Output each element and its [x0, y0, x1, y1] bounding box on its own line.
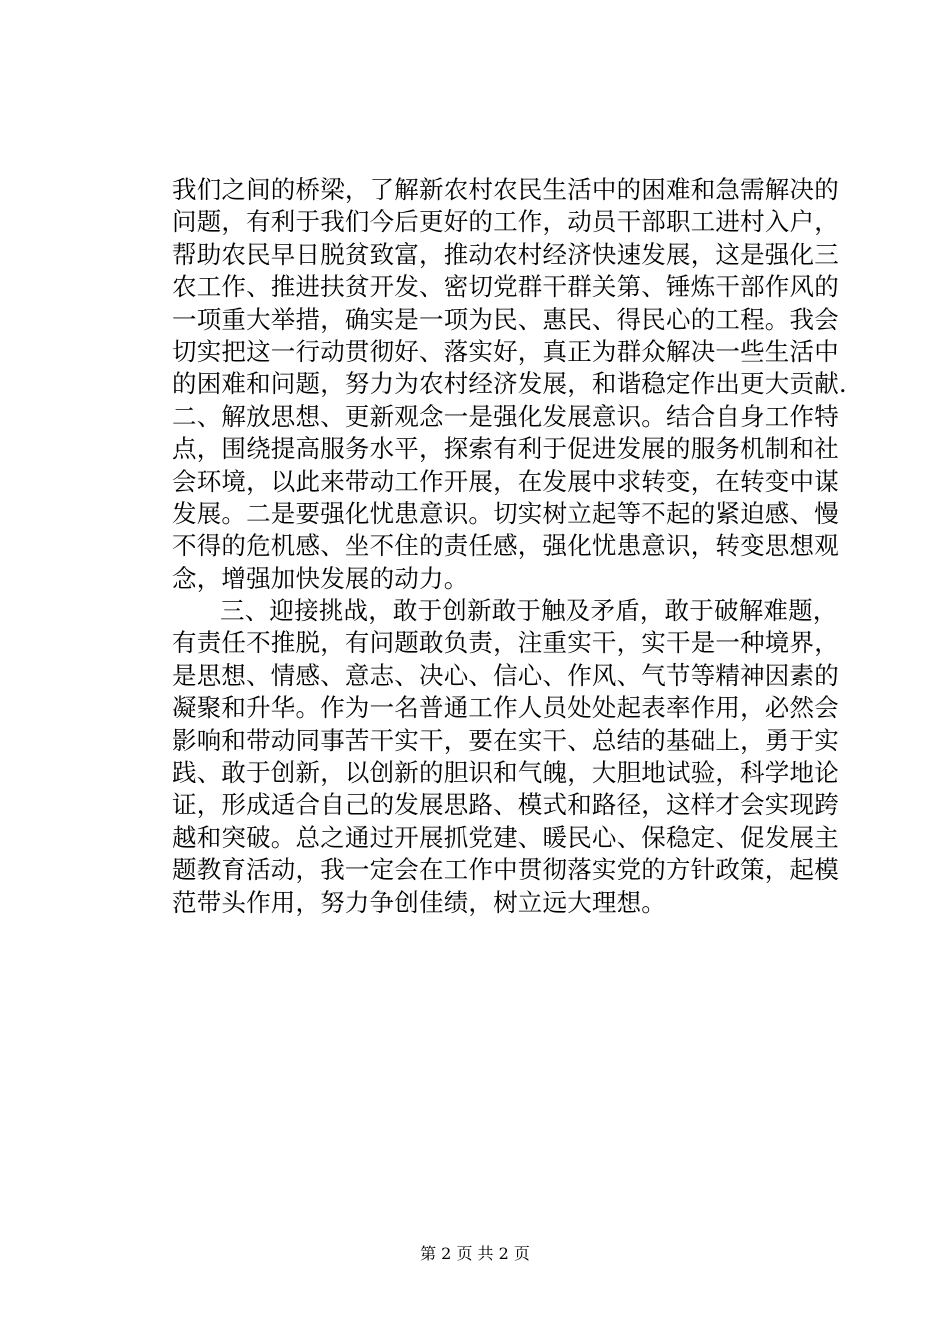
text-line: 不得的危机感、坐不住的责任感，强化忧患意识，转变思想观 [172, 531, 839, 561]
text-line: 念，增强加快发展的动力。 [172, 563, 469, 593]
document-body [172, 174, 847, 919]
text-line: 的困难和问题，努力为农村经济发展，和谐稳定作出更大贡献. [172, 369, 847, 399]
text-line: 一项重大举措，确实是一项为民、惠民、得民心的工程。我会 [172, 304, 839, 334]
text-line: 践、敢于创新，以创新的胆识和气魄，大胆地试验，科学地论 [172, 758, 839, 788]
text-line: 是思想、情感、意志、决心、信心、作风、气节等精神因素的 [172, 660, 839, 690]
text-line: 凝聚和升华。作为一名普通工作人员处处起表率作用，必然会 [172, 693, 839, 723]
text-line: 农工作、推进扶贫开发、密切党群干群关第、锤炼干部作风的 [172, 272, 839, 302]
text-line: 切实把这一行动贯彻好、落实好，真正为群众解决一些生活中 [172, 336, 839, 366]
text-line: 问题，有利于我们今后更好的工作，动员干部职工进村入户， [172, 207, 839, 237]
text-line: 发展。二是要强化忧患意识。切实树立起等不起的紧迫感、慢 [172, 498, 839, 528]
text-line: 题教育活动，我一定会在工作中贯彻落实党的方针政策，起模 [172, 855, 839, 885]
page-number-footer: 第 2 页 共 2 页 [420, 1244, 530, 1263]
text-line: 帮助农民早日脱贫致富，推动农村经济快速发展，这是强化三 [172, 239, 839, 269]
text-line: 我们之间的桥梁，了解新农村农民生活中的困难和急需解决的 [172, 175, 839, 204]
text-line: 范带头作用，努力争创佳绩，树立远大理想。 [172, 887, 666, 917]
text-line: 有责任不推脱，有问题敢负责，注重实干，实干是一种境界， [172, 628, 839, 658]
text-line: 三、迎接挑战，敢于创新敢于触及矛盾，敢于破解难题， [220, 596, 838, 626]
text-line: 会环境，以此来带动工作开展，在发展中求转变，在转变中谋 [172, 466, 839, 496]
text-line: 点，围绕提高服务水平，探索有利于促进发展的服务机制和社 [172, 434, 839, 464]
text-line: 越和突破。总之通过开展抓党建、暖民心、保稳定、促发展主 [172, 822, 839, 852]
text-line: 影响和带动同事苦干实干，要在实干、总结的基础上，勇于实 [172, 725, 839, 755]
text-line: 证，形成适合自己的发展思路、模式和路径，这样才会实现跨 [172, 790, 839, 820]
text-line: 二、解放思想、更新观念一是强化发展意识。结合自身工作特 [172, 401, 839, 431]
